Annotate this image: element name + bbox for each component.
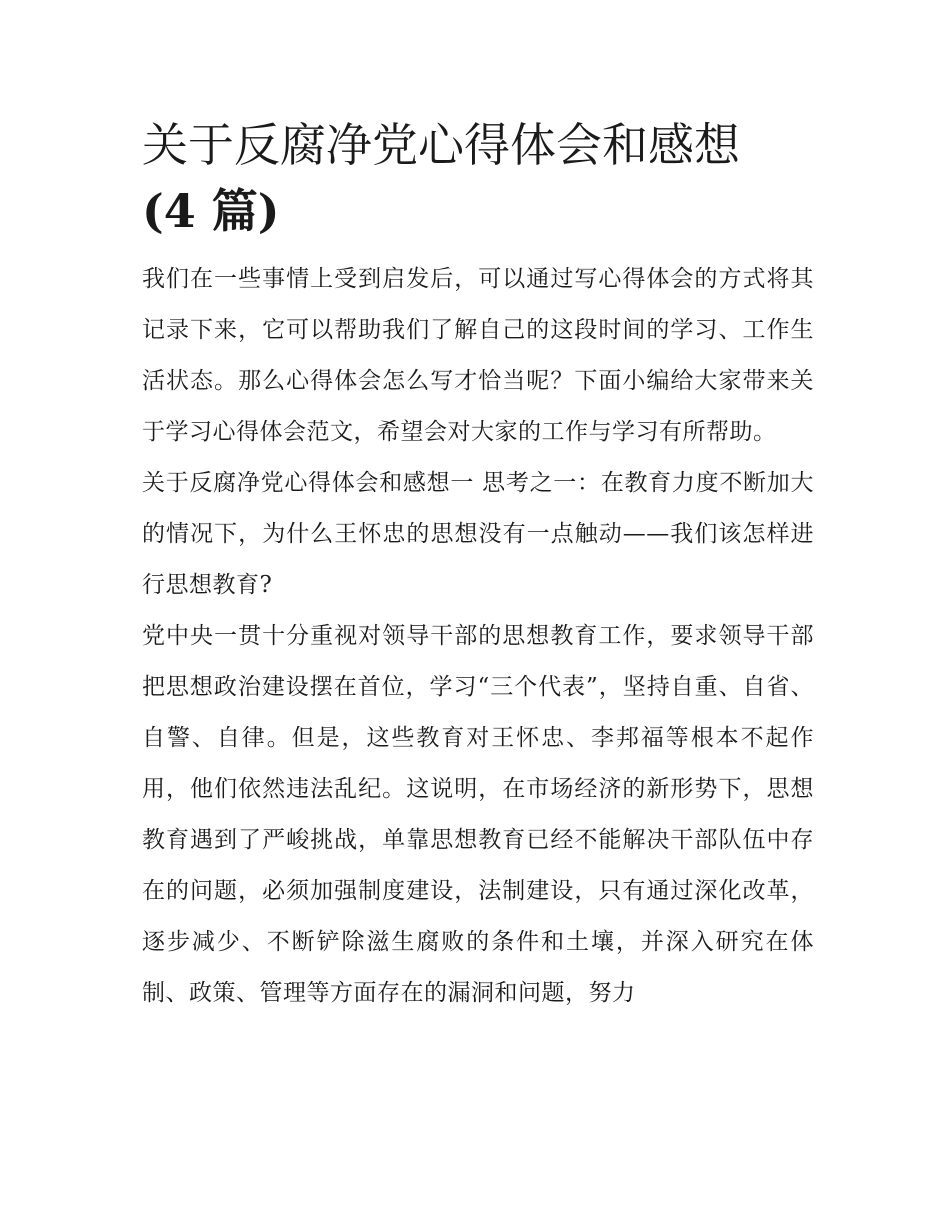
document-title [142,112,814,244]
title-main: 关于反腐净党心得体会和感想 [142,118,740,172]
title-suffix: (4 篇) [142,184,280,238]
body-paragraph: 党中央一贯十分重视对领导干部的思想教育工作，要求领导干部把思想政治建设摆在首位，学习“三个代表”，坚持自重、自省、自警、自律。但是，这些教育对王怀忠、李邦福等根本不起作用，他们依然违法乱纪。这说明，在市场经济的新形势下，思想教育遇到了严峻挑战，单靠思想教育已经不能解决干部队伍中存在的问题，必须加强制度建设，法制建设，只有通过深化改革，逐步减少、不断铲除滋生腐败的条件和土壤，并深入研究在体制、政策、管理等方面存在的漏洞和问题，努力 [142,623,814,1006]
document-page [142,112,814,1019]
intro-paragraph: 我们在一些事情上受到启发后，可以通过写心得体会的方式将其记录下来，它可以帮助我们了解自己的这段时间的学习、工作生活状态。那么心得体会怎么写才恰当呢？下面小编给大家带来关于学习心得体会范文，希望会对大家的工作与学习有所帮助。 [142,266,814,445]
section-heading-paragraph: 关于反腐净党心得体会和感想一 思考之一：在教育力度不断加大的情况下，为什么王怀忠的思想没有一点触动——我们该怎样进行思想教育? [142,470,814,598]
